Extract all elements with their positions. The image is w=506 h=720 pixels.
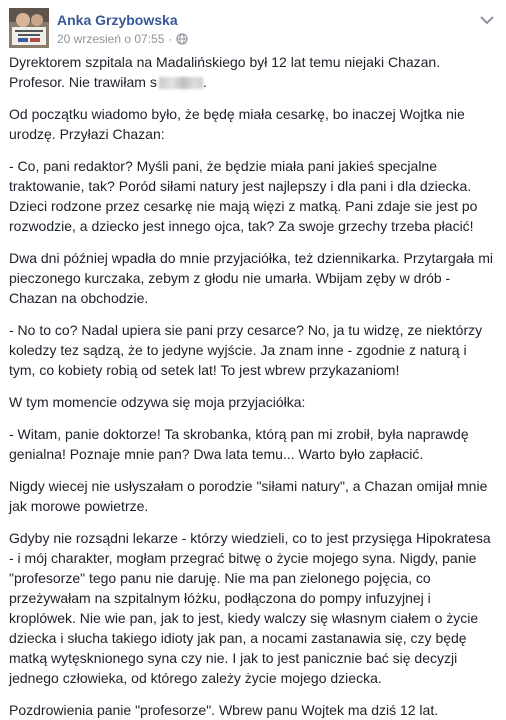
post-paragraph: Pozdrowienia panie "profesorze". Wbrew panu Wojtek ma dziś 12 lat. [9, 702, 439, 718]
post-paragraph: - No to co? Nadal upiera sie pani przy cesarce? No, ja tu widzę, ze niektórzy koledzy tez sądzą, że to jedyne wyjście. Ja znam inne - zgodnie z naturą i tym, co kobiety robią od setek lat! To jest wbrew przykazaniom! [9, 322, 483, 378]
post-paragraph: - Co, pani redaktor? Myśli pani, że będzie miała pani jakieś specjalne traktowanie, tak? Poród siłami natury jest najlepszy i dla pani i dla dziecka. Dzieci rodzone przez cesarkę nie mają więzi z matką. Pani zdaje sie jest po rozwodzie, a dziecko jest innego ojca, tak? Za swoje grzechy trzeba płacić! [9, 158, 478, 234]
post-paragraph: Dyrektorem szpitala na Madalińskiego był 12 lat temu niejaki Chazan. Profesor. Nie trawiłam s . [9, 54, 441, 90]
author-avatar[interactable] [9, 8, 49, 48]
post-paragraph: Nigdy wiecej nie usłyszałam o porodzie "siłami natury", a Chazan omijał mnie jak morowe powietrze. [9, 478, 488, 514]
avatar-image [9, 8, 49, 48]
post-paragraph: - Witam, panie doktorze! Ta skrobanka, którą pan mi zrobił, była naprawdę genialna! Poznaje mnie pan? Dwa lata temu... Warto było zapłacić. [9, 426, 469, 462]
redacted-blur [159, 77, 203, 89]
chevron-down-icon[interactable] [478, 14, 496, 26]
post-header [9, 0, 498, 52]
post-paragraph: W tym momencie odzywa się moja przyjaciółka: [9, 394, 306, 410]
post-meta [57, 31, 498, 47]
post-text [9, 52, 498, 720]
post-paragraph: Gdyby nie rozsądni lekarze - którzy wiedzieli, co to jest przysięga Hipokratesa - i mój charakter, mogłam przegrać bitwę o życie mojego syna. Nigdy, panie "profesorze" tego panu nie daruję. Nie ma pan zielonego pojęcia, co przeżywałam na szpitalnym łóżku, podłączona do pompy infuzyjnej i kroplówek. Nie wie pan, jak to jest, kiedy walczy się własnym ciałem o życie dziecka i słucha takiego idioty jak pan, a nocami zastanawia się, czy będę matką wytęsknionego syna czy nie. I jak to jest panicznie bać się decyzji jednego człowieka, od którego zależy życie mojego dziecka. [9, 530, 491, 686]
author-name[interactable]: Anka Grzybowska [57, 12, 178, 28]
globe-icon[interactable] [176, 33, 188, 45]
post-paragraph: Od początku wiadomo było, że będę miała cesarkę, bo inaczej Wojtka nie urodzę. Przyłazi Chazan: [9, 106, 465, 142]
meta-separator: · [168, 32, 173, 46]
post-date[interactable]: 20 wrzesień o 07:55 [57, 32, 165, 46]
post-paragraph: Dwa dni później wpadła do mnie przyjaciółka, też dziennikarka. Przytargała mi pieczonego kurczaka, zebym z głodu nie umarła. Wbijam zęby w drób - Chazan na obchodzie. [9, 250, 494, 306]
